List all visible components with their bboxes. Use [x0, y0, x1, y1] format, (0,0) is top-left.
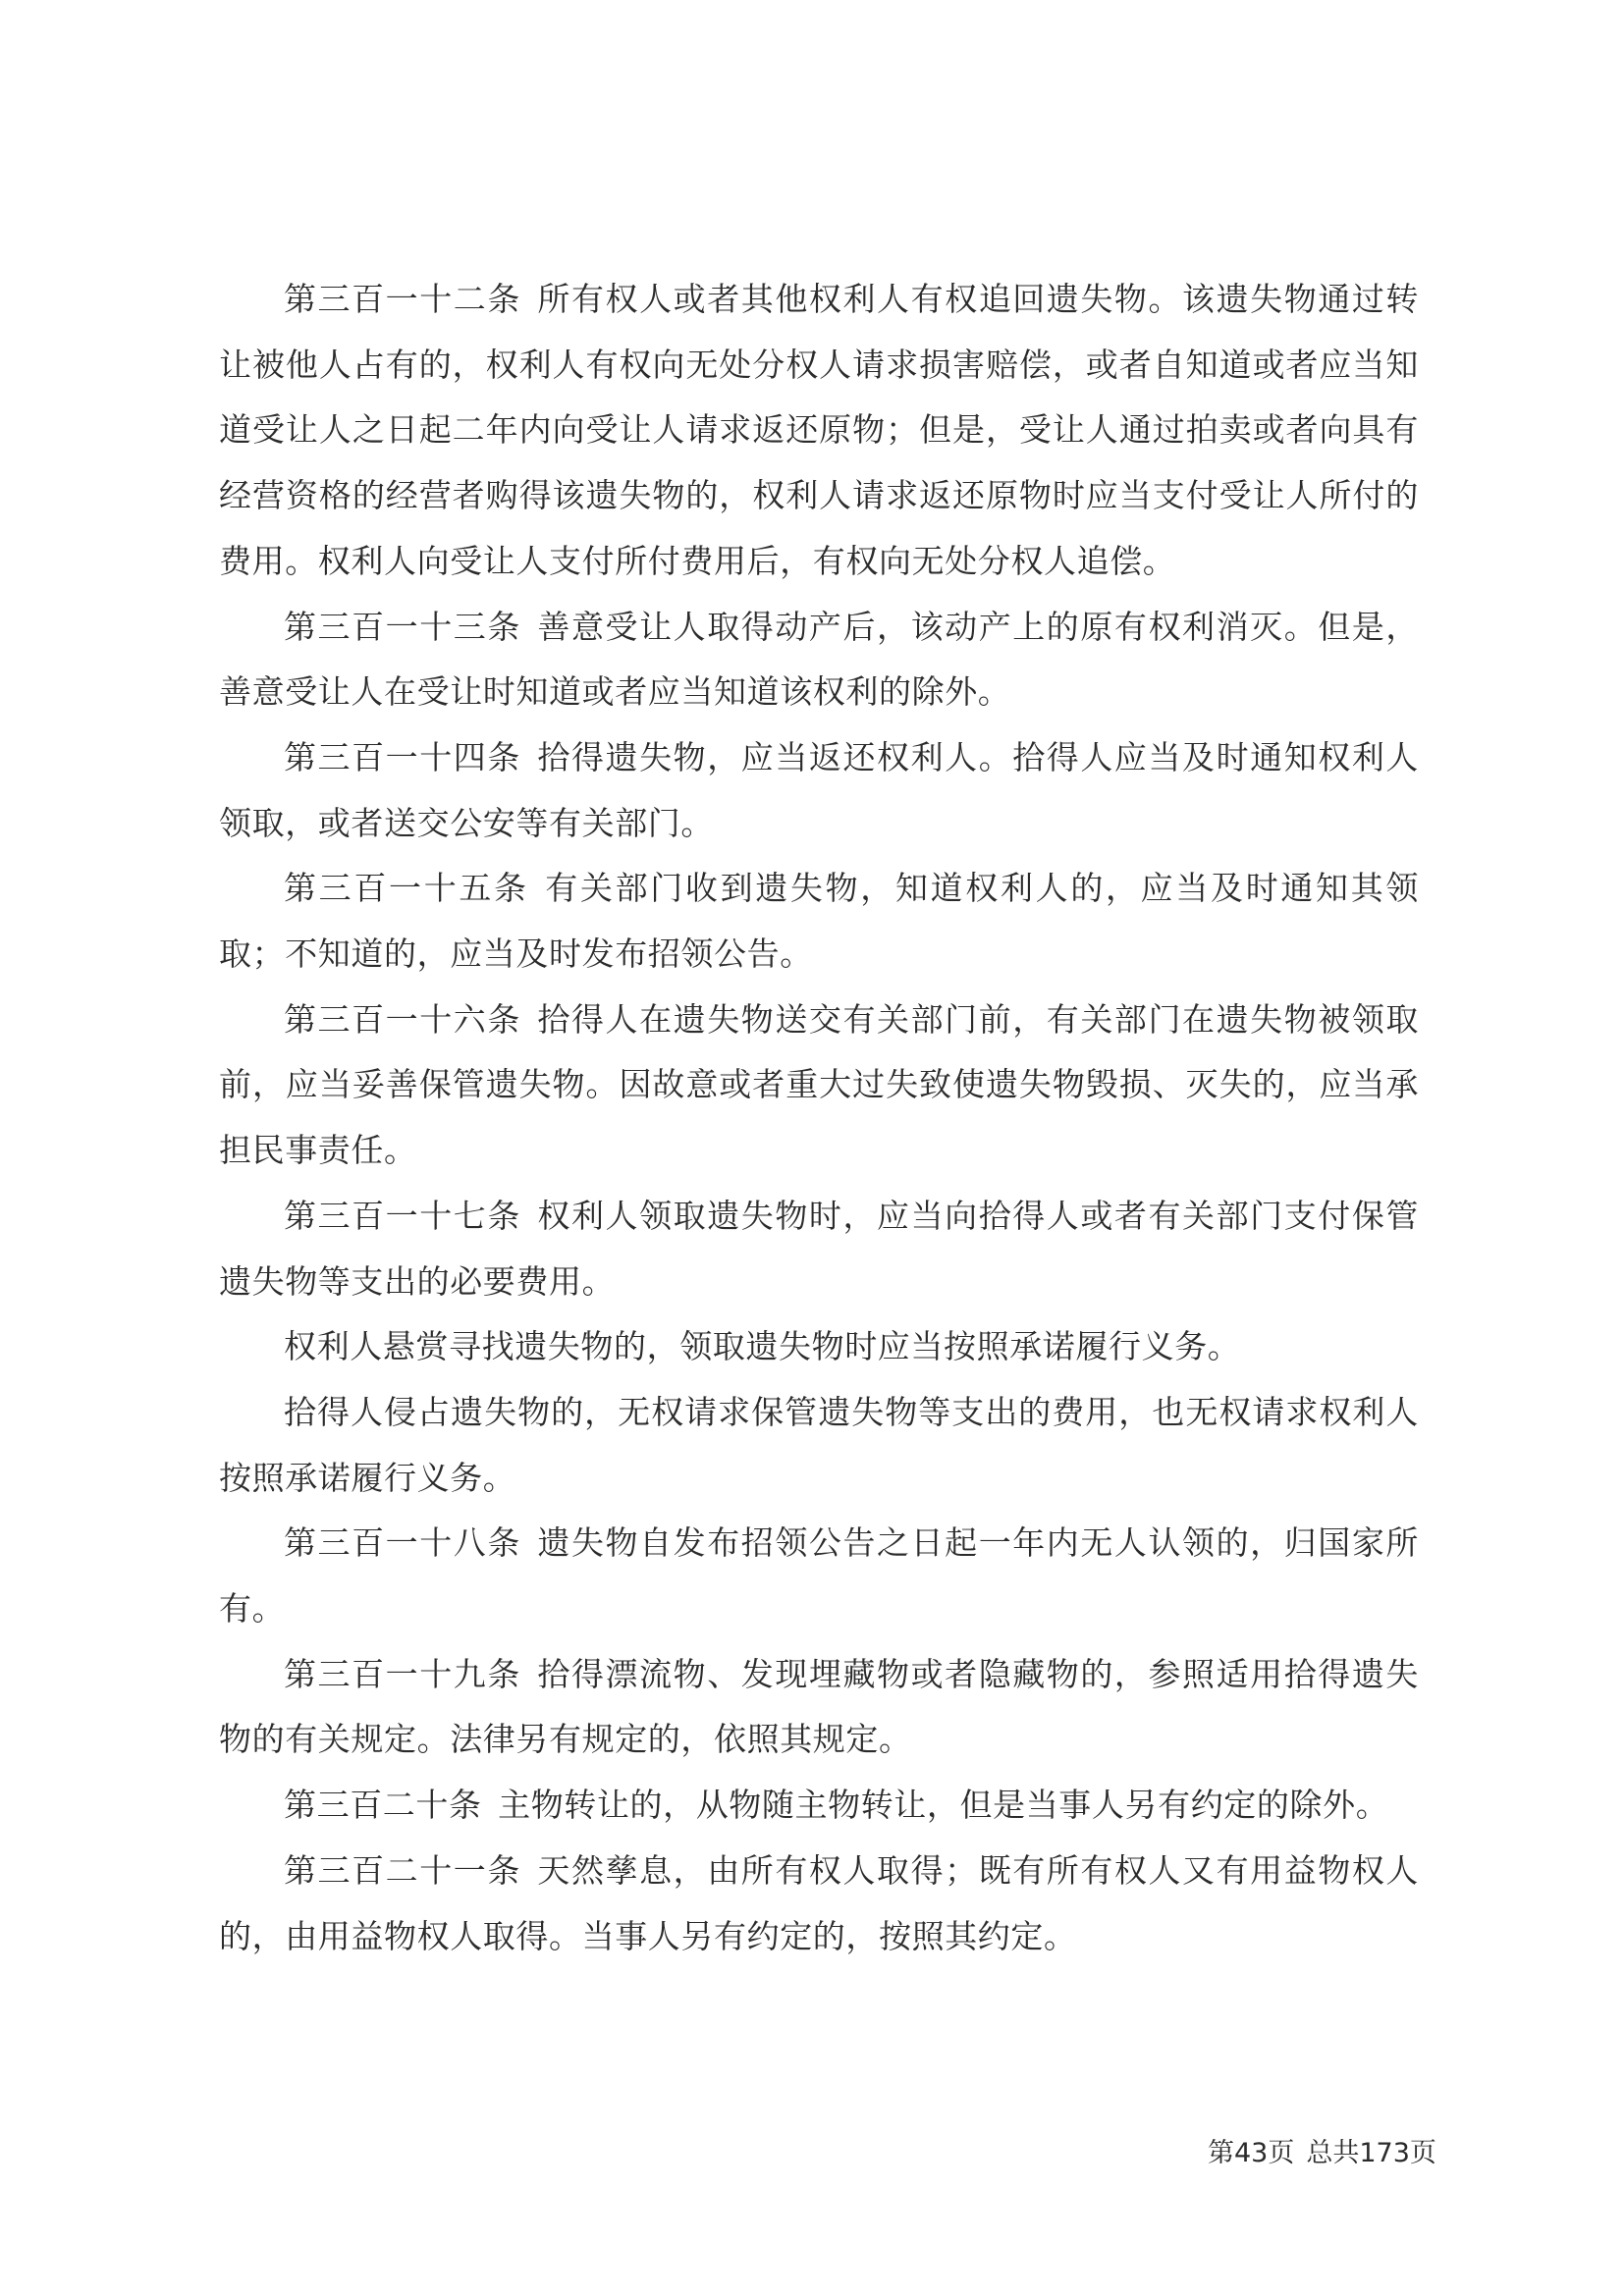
page-number: 第43页 [1208, 2138, 1295, 2168]
paragraph [219, 1773, 1419, 1839]
article-text: 有关部门收到遗失物，知道权利人的，应当及时通知其领取；不知道的，应当及时发布招领公告。 [219, 869, 1419, 974]
paragraph-text: 拾得人侵占遗失物的，无权请求保管遗失物等支出的费用，也无权请求权利人按照承诺履行义务。 [219, 1392, 1419, 1497]
paragraph [219, 1314, 1419, 1380]
article-text: 遗失物自发布招领公告之日起一年内无人认领的，归国家所有。 [219, 1523, 1419, 1629]
article-number: 第三百一十七条 [284, 1196, 521, 1235]
article-number: 第三百一十九条 [284, 1654, 521, 1693]
article-number: 第三百一十五条 [284, 869, 529, 908]
paragraph [219, 856, 1419, 987]
article-text: 主物转让的，从物随主物转让，但是当事人另有约定的除外。 [498, 1786, 1389, 1825]
paragraph-text: 权利人悬赏寻找遗失物的，领取遗失物时应当按照承诺履行义务。 [284, 1327, 1241, 1366]
article-text: 天然孳息，由所有权人取得；既有所有权人又有用益物权人的，由用益物权人取得。当事人另有约定的，按照其约定。 [219, 1850, 1419, 1955]
article-number: 第三百二十一条 [284, 1850, 521, 1890]
article-text: 拾得漂流物、发现埋藏物或者隐藏物的，参照适用拾得遗失物的有关规定。法律另有规定的，依照其规定。 [219, 1654, 1419, 1759]
paragraph [219, 1839, 1419, 1969]
article-number: 第三百一十四条 [284, 737, 521, 776]
article-number: 第三百一十二条 [284, 280, 521, 318]
article-text: 所有权人或者其他权利人有权追回遗失物。该遗失物通过转让被他人占有的，权利人有权向无处分权人请求损害赔偿，或者自知道或者应当知道受让人之日起二年内向受让人请求返还原物；但是，受让人通过拍卖或者向具有经营资格的经营者购得该遗失物的，权利人请求返还原物时应当支付受让人所付的费用。权利人向受让人支付所付费用后，有权向无处分权人追偿。 [219, 280, 1419, 580]
page-footer [1208, 2136, 1434, 2171]
document-body [219, 267, 1419, 1969]
paragraph [219, 1511, 1419, 1641]
article-number: 第三百一十三条 [284, 607, 521, 646]
paragraph [219, 595, 1419, 725]
page-total: 总共173页 [1306, 2138, 1436, 2168]
article-text: 善意受让人取得动产后，该动产上的原有权利消灭。但是，善意受让人在受让时知道或者应当知道该权利的除外。 [219, 607, 1419, 712]
article-text: 拾得遗失物，应当返还权利人。拾得人应当及时通知权利人领取，或者送交公安等有关部门。 [219, 737, 1419, 842]
paragraph [219, 1184, 1419, 1314]
article-text: 拾得人在遗失物送交有关部门前，有关部门在遗失物被领取前，应当妥善保管遗失物。因故意或者重大过失致使遗失物毁损、灭失的，应当承担民事责任。 [219, 999, 1419, 1170]
article-number: 第三百一十八条 [284, 1523, 521, 1563]
article-text: 权利人领取遗失物时，应当向拾得人或者有关部门支付保管遗失物等支出的必要费用。 [219, 1196, 1419, 1301]
paragraph [219, 725, 1419, 856]
article-number: 第三百二十条 [284, 1786, 482, 1825]
paragraph [219, 1642, 1419, 1773]
paragraph [219, 267, 1419, 595]
article-number: 第三百一十六条 [284, 999, 521, 1039]
paragraph [219, 1380, 1419, 1511]
paragraph [219, 988, 1419, 1184]
